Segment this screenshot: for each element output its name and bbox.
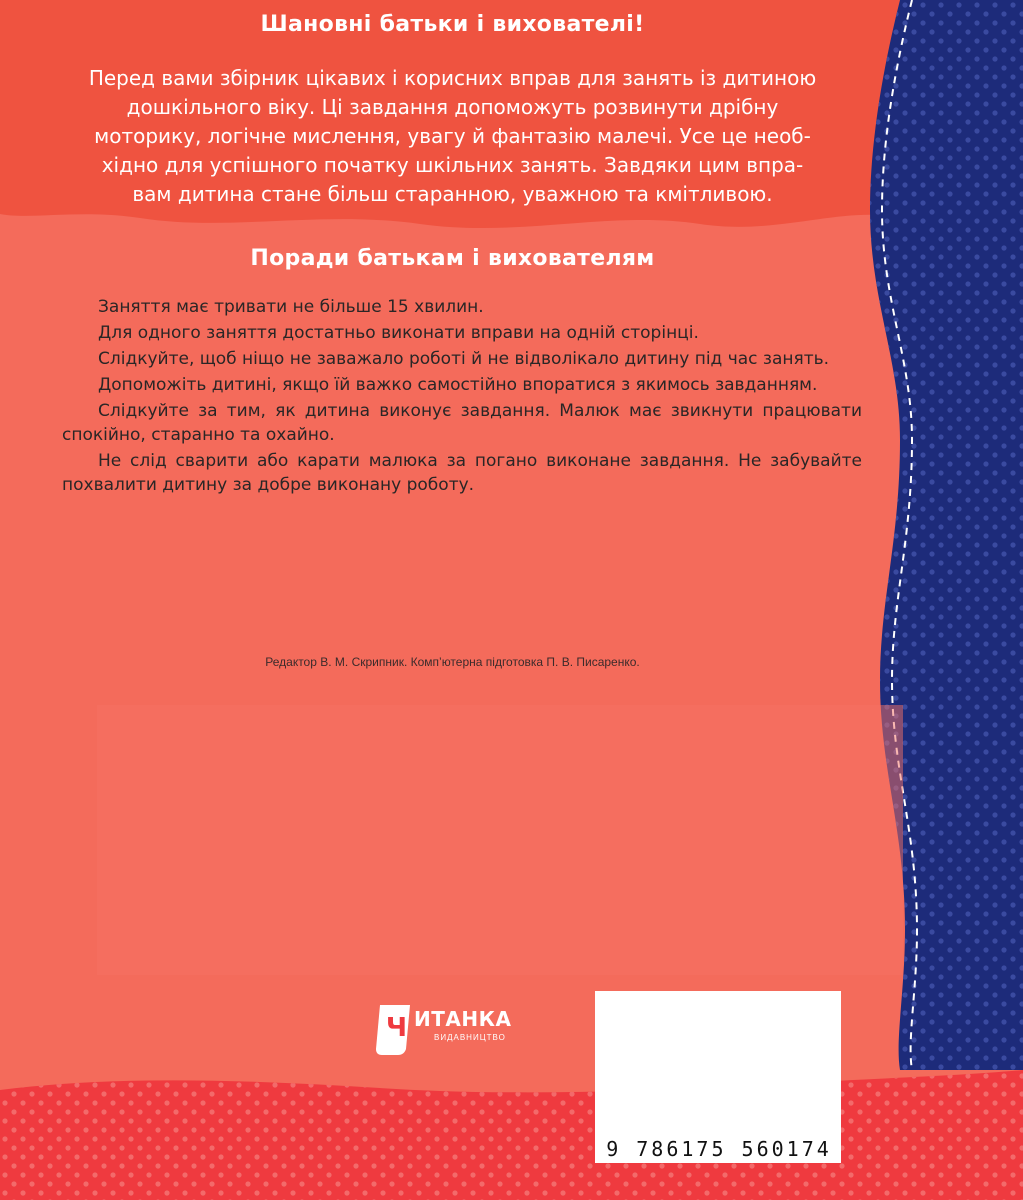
- tip-item: Для одного заняття достатньо виконати вправи на одній сторінці.: [98, 323, 699, 343]
- tip-item: Слідкуйте за тим, як дитина виконує завдання. Малюк має звикнути працювати спокійно, старанно та охайно.: [62, 401, 862, 445]
- intro-line: хідно для успішного початку шкільних занять. Завдяки цим впра-: [101, 153, 804, 177]
- tip-item: Допоможіть дитині, якщо їй важко самостійно впоратися з якимось завданням.: [98, 375, 818, 395]
- isbn-digits: 9 786175 560174: [606, 1137, 832, 1161]
- logo-word: ИТАНКА: [414, 1007, 512, 1031]
- intro-paragraph: [40, 64, 865, 209]
- intro-title: Шановні батьки і вихователі!: [260, 12, 645, 37]
- logo-letter: Ч: [386, 1013, 408, 1043]
- barcode: [595, 991, 841, 1163]
- intro-line: Перед вами збірник цікавих і корисних вправ для занять із дитиною: [88, 66, 817, 90]
- tip-item: Не слід сварити або карати малюка за погано виконане завдання. Не забувайте похвалити дитину за добре виконану роботу.: [62, 451, 862, 495]
- tip-item: Заняття має тривати не більше 15 хвилин.: [98, 297, 484, 317]
- blank-panel: [97, 705, 903, 975]
- tips-title: Поради батькам і вихователям: [250, 246, 655, 271]
- intro-line: моторику, логічне мислення, увагу й фантазію малечі. Усе це необ-: [94, 124, 811, 148]
- tips-list: [62, 295, 862, 499]
- bottom-band-dots: [0, 1070, 1023, 1200]
- intro-line: вам дитина стане більш старанною, уважною та кмітливою.: [132, 182, 773, 206]
- publisher-logo: [378, 1003, 538, 1055]
- tip-item: Слідкуйте, щоб ніщо не заважало роботі й не відволікало дитину під час занять.: [98, 349, 830, 369]
- logo-subtitle: ВИДАВНИЦТВО: [434, 1033, 506, 1042]
- credits-line: Редактор В. М. Скрипник. Комп’ютерна підготовка П. В. Писаренко.: [265, 655, 640, 669]
- intro-line: дошкільного віку. Ці завдання допоможуть розвинути дрібну: [126, 95, 779, 119]
